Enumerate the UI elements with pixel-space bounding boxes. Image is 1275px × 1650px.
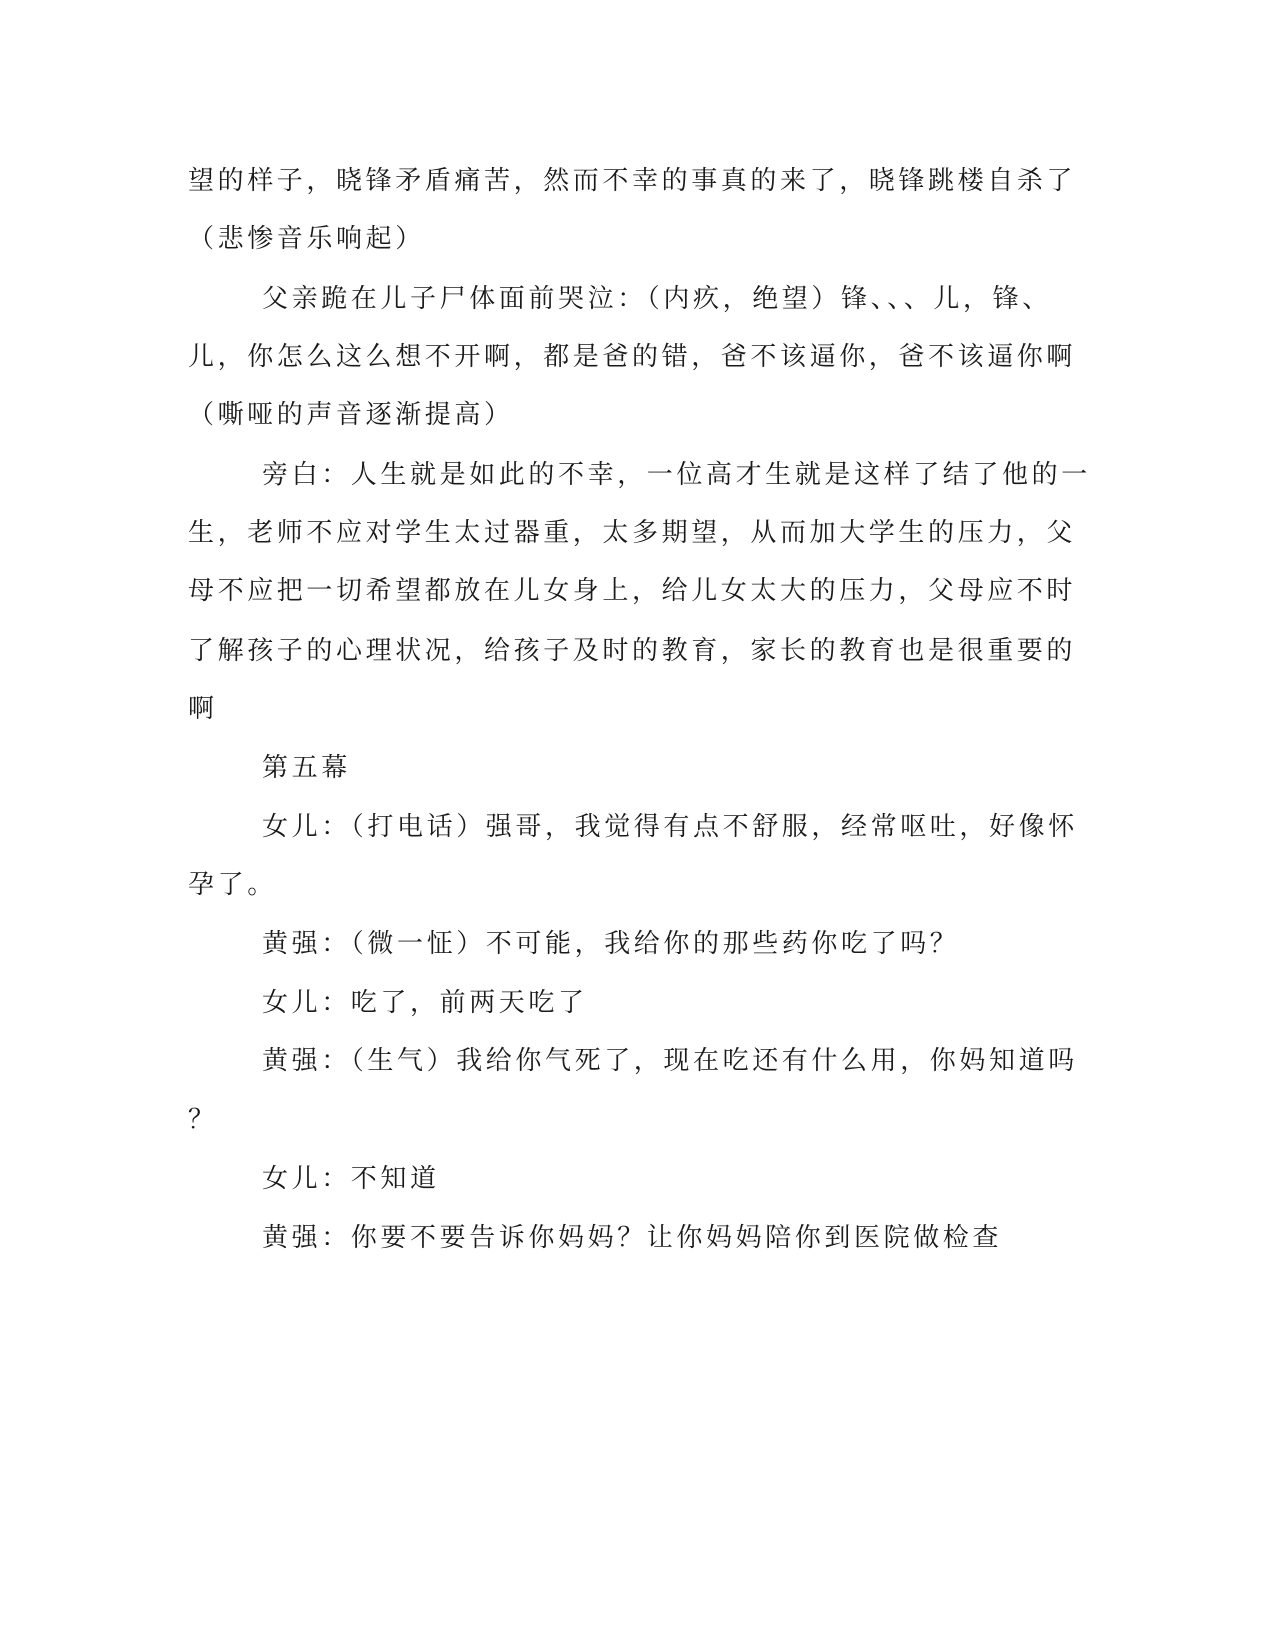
section-heading: 第五幕 bbox=[262, 753, 351, 783]
text-line: （嘶哑的声音逐渐提高） bbox=[188, 400, 514, 430]
text-line: （悲惨音乐响起） bbox=[188, 224, 425, 254]
text-line: 黄强：（生气）我给你气死了，现在吃还有什么用，你妈知道吗 bbox=[262, 1046, 1078, 1076]
text-line: 黄强：（微一怔）不可能，我给你的那些药你吃了吗？ bbox=[262, 929, 960, 959]
text-line: 女儿：（打电话）强哥，我觉得有点不舒服，经常呕吐，好像怀 bbox=[262, 812, 1078, 842]
text-line: 望的样子，晓锋矛盾痛苦，然而不幸的事真的来了，晓锋跳楼自杀了 bbox=[188, 166, 1077, 196]
text-line: 孕了。 bbox=[188, 870, 277, 900]
text-line: 儿，你怎么这么想不开啊，都是爸的错，爸不该逼你，爸不该逼你啊 bbox=[188, 342, 1077, 372]
text-line: 父亲跪在儿子尸体面前哭泣：（内疚，绝望）锋、、、儿，锋、 bbox=[262, 284, 1052, 314]
text-line: 女儿：吃了，前两天吃了 bbox=[262, 988, 588, 1018]
text-line: 黄强：你要不要告诉你妈妈？让你妈妈陪你到医院做检查 bbox=[262, 1223, 1003, 1253]
text-line: 了解孩子的心理状况，给孩子及时的教育，家长的教育也是很重要的 bbox=[188, 636, 1077, 666]
text-line: 女儿：不知道 bbox=[262, 1164, 440, 1194]
text-line: 旁白：人生就是如此的不幸，一位高才生就是这样了结了他的一 bbox=[262, 460, 1091, 490]
text-line: 母不应把一切希望都放在儿女身上，给儿女太大的压力，父母应不时 bbox=[188, 576, 1077, 606]
text-line: 啊 bbox=[188, 694, 218, 724]
text-line: ？ bbox=[188, 1105, 218, 1135]
text-line: 生，老师不应对学生太过器重，太多期望，从而加大学生的压力，父 bbox=[188, 518, 1077, 548]
